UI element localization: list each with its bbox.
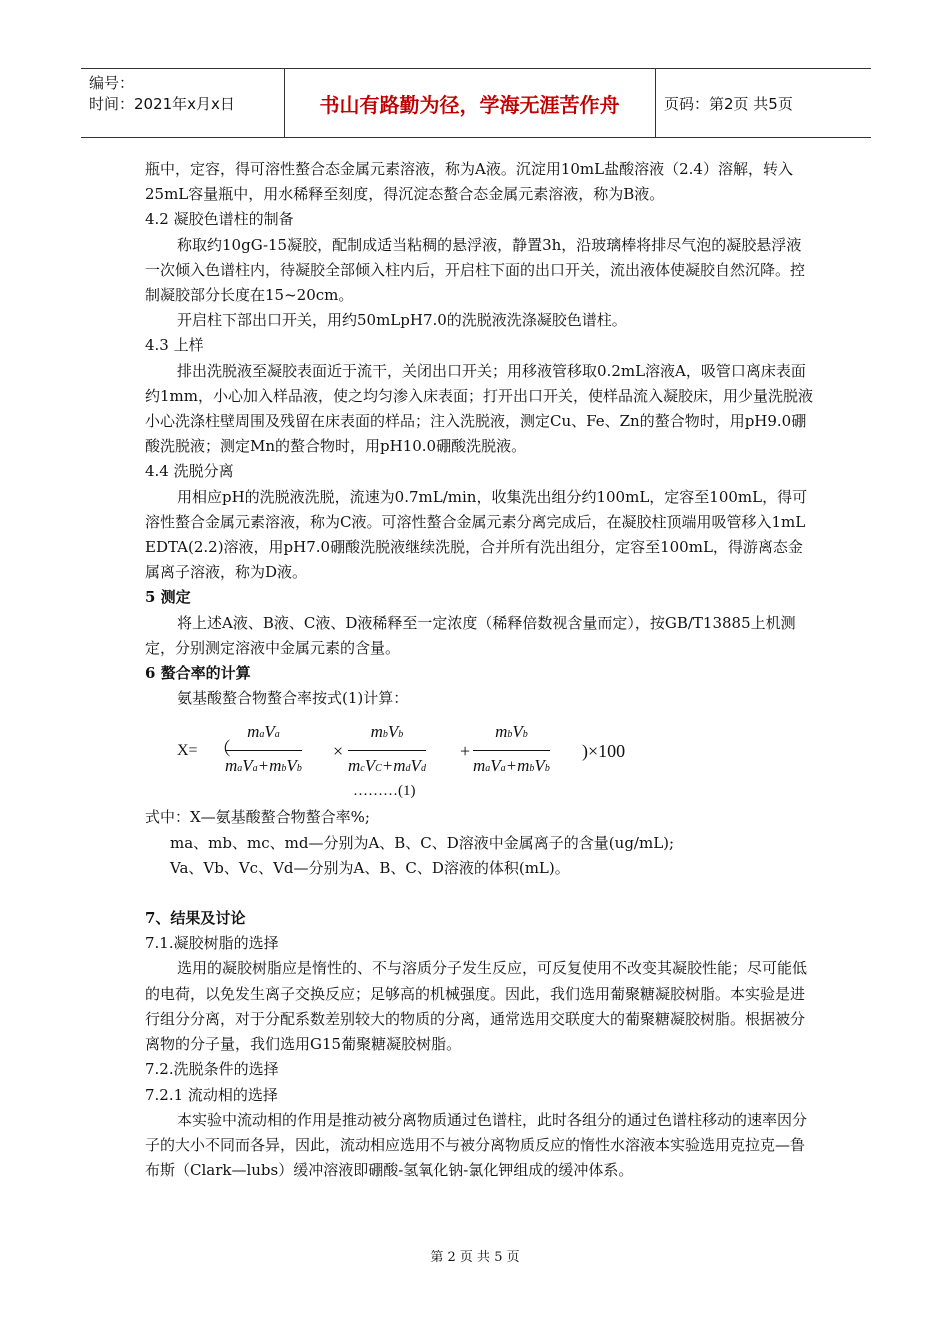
section-heading: 5 测定 — [145, 588, 191, 607]
equation-number: ………(1) — [353, 783, 416, 800]
formula-lhs: X= — [177, 742, 198, 760]
chelation-formula — [145, 711, 815, 805]
paragraph: 排出洗脱液至凝胶表面近于流干，关闭出口开关；用移液管移取0.2mL溶液A，吸管口离床表面约1mm，小心加入样品液，使之均匀渗入床表面；打开出口开关，使样品流入凝胶床，用少量洗脱液小心洗涤柱壁周围及残留在床表面的样品；注入洗脱液，测定Cu、Fe、Zn的螯合物时，用pH9.0硼酸洗脱液；测定Mn的螯合物时，用pH10.0硼酸洗脱液。 — [145, 361, 813, 456]
formula-fraction: mbVb maVa+mbVb — [473, 719, 550, 780]
formula-tail: )×100 — [582, 741, 626, 762]
paragraph: 本实验中流动相的作用是推动被分离物质通过色谱柱，此时各组分的通过色谱柱移动的速率因分子的大小不同而各异，因此，流动相应选用不与被分离物质反应的惰性水溶液本实验选用克拉克—鲁布斯（Clark—lubs）缓冲溶液即硼酸-氢氧化钠-氯化钾组成的缓冲体系。 — [145, 1110, 808, 1180]
formula-fraction: maVa maVa+mbVb — [225, 719, 302, 780]
paragraph: 开启柱下部出口开关，用约50mLpH7.0的洗脱液洗涤凝胶色谱柱。 — [177, 311, 627, 330]
paragraph: 将上述A液、B液、C液、D液稀释至一定浓度（稀释倍数视含量而定），按GB/T13885上机测定，分别测定溶液中金属元素的含量。 — [145, 613, 796, 657]
section-heading: 7、结果及讨论 — [145, 909, 246, 928]
formula-fraction: mbVb mcVC+mdVd — [348, 719, 426, 780]
header-motto: 书山有路勤为径，学海无涯苦作舟 — [319, 92, 620, 117]
section-heading: 7.2.洗脱条件的选择 — [145, 1060, 279, 1079]
header-page-label: 页码：第2页 共5页 — [664, 95, 793, 113]
page-footer: 第 2 页 共 5 页 — [430, 1250, 520, 1265]
formula-plus: + — [460, 741, 471, 762]
section-heading: 7.1.凝胶树脂的选择 — [145, 934, 279, 953]
page-header — [81, 68, 871, 138]
variable-definition: ma、mb、mc、md—分别为A、B、C、D溶液中金属离子的含量(ug/mL); — [170, 833, 675, 852]
paragraph: 选用的凝胶树脂应是惰性的、不与溶质分子发生反应，可反复使用不改变其凝胶性能；尽可能低的电荷，以免发生离子交换反应；足够高的机械强度。因此，我们选用葡聚糖凝胶树脂。本实验是进行组分分离，对于分配系数差别较大的物质的分离，通常选用交联度大的葡聚糖凝胶树脂。根据被分离物的分子量，我们选用G15葡聚糖凝胶树脂。 — [145, 959, 808, 1054]
header-divider — [655, 69, 656, 137]
header-meta — [89, 73, 235, 115]
section-heading: 4.4 洗脱分离 — [145, 462, 234, 481]
formula-open-paren: （ — [213, 739, 231, 760]
section-heading: 6 螯合率的计算 — [145, 664, 251, 683]
document-body — [145, 157, 815, 1183]
paragraph: 瓶中，定容，得可溶性螯合态金属元素溶液，称为A液。沉淀用10mL盐酸溶液（2.4）溶解，转入25mL容量瓶中，用水稀释至刻度，得沉淀态螯合态金属元素溶液，称为B液。 — [145, 160, 793, 204]
paragraph: 氨基酸螯合物螯合率按式(1)计算： — [177, 689, 409, 708]
section-heading: 4.3 上样 — [145, 336, 204, 355]
formula-times: × — [333, 741, 344, 762]
paragraph: 称取约10gG-15凝胶，配制成适当粘稠的悬浮液，静置3h，沿玻璃棒将排尽气泡的凝胶悬浮液一次倾入色谱柱内，待凝胶全部倾入柱内后，开启柱下面的出口开关，流出液体使凝胶自然沉降。控制凝胶部分长度在15~20cm。 — [145, 235, 806, 305]
paragraph: 用相应pH的洗脱液洗脱，流速为0.7mL/min，收集洗出组分约100mL，定容至100mL，得可溶性螯合金属元素溶液，称为C液。可溶性螯合金属元素分离完成后，在凝胶柱顶端用吸管移入1mL EDTA(2.2)溶液，用pH7.0硼酸洗脱液继续洗脱，合并所有洗出组分，定容至100mL，得游离态金属离子溶液，称为D液。 — [145, 487, 808, 582]
paragraph: 式中：X—氨基酸螯合物螯合率%; — [145, 808, 370, 827]
doc-time-label: 时间：2021年x月x日 — [89, 95, 235, 113]
section-heading: 7.2.1 流动相的选择 — [145, 1085, 278, 1104]
doc-code-label: 编号： — [89, 74, 135, 92]
section-heading: 4.2 凝胶色谱柱的制备 — [145, 210, 294, 229]
variable-definition: Va、Vb、Vc、Vd—分别为A、B、C、D溶液的体积(mL)。 — [170, 858, 570, 877]
